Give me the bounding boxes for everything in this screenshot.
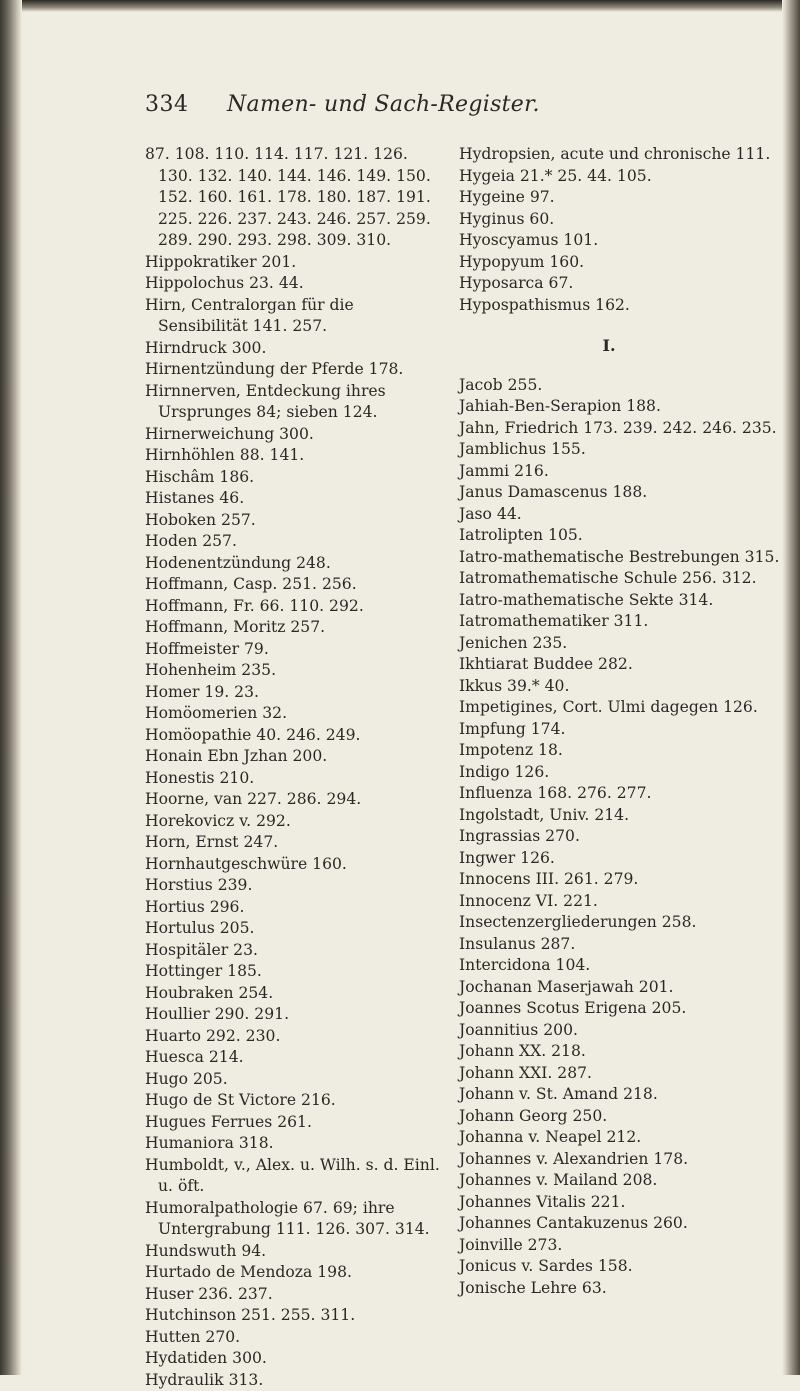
index-entry: Iatro-mathematische Sekte 314. [459,590,789,612]
index-entry: Iatromathematiker 311. [459,611,789,633]
index-entry: Johann XX. 218. [459,1041,789,1063]
index-entry: Hygeia 21.* 25. 44. 105. [459,166,789,188]
index-entry: Humoralpathologie 67. 69; ihre Untergrabung 111. 126. 307. 314. [145,1198,445,1241]
index-entry: Honestis 210. [145,768,445,790]
index-entry: Hoffmeister 79. [145,639,445,661]
index-entry: Humaniora 318. [145,1133,445,1155]
index-entry: Jacob 255. [459,375,789,397]
index-entry: Intercidona 104. [459,955,789,977]
index-entry: Hyposarca 67. [459,273,789,295]
index-entry: Hirnnerven, Entdeckung ihres Ursprunges 84; sieben 124. [145,381,445,424]
right-index-column [459,144,789,1299]
index-entry: Hirnerweichung 300. [145,424,445,446]
index-entry: Hospitäler 23. [145,940,445,962]
index-entry: Houbraken 254. [145,983,445,1005]
index-entry: Homöomerien 32. [145,703,445,725]
index-entry: Jochanan Maserjawah 201. [459,977,789,999]
index-entry: Impfung 174. [459,719,789,741]
index-entry: Huarto 292. 230. [145,1026,445,1048]
index-entry: Hundswuth 94. [145,1241,445,1263]
index-entry: Johannes Cantakuzenus 260. [459,1213,789,1235]
index-entry: Hornhautgeschwüre 160. [145,854,445,876]
page-number: 334 [145,92,189,117]
index-entry: Hoffmann, Casp. 251. 256. [145,574,445,596]
index-entry: Humboldt, v., Alex. u. Wilh. s. d. Einl. u. öft. [145,1155,445,1198]
index-entry: Hyoscyamus 101. [459,230,789,252]
section-letter-i: I. [459,335,759,357]
index-entry: Innocens III. 261. 279. [459,869,789,891]
index-entry: Horekovicz v. 292. [145,811,445,833]
index-entry: Iatrolipten 105. [459,525,789,547]
index-entry: Innocenz VI. 221. [459,891,789,913]
index-entry: Hirnhöhlen 88. 141. [145,445,445,467]
index-entry: Hugo 205. [145,1069,445,1091]
index-entry: Insectenzergliederungen 258. [459,912,789,934]
index-entry: Honain Ebn Jzhan 200. [145,746,445,768]
index-entry: Hortius 296. [145,897,445,919]
index-entry: Janus Damascenus 188. [459,482,789,504]
left-index-column [145,144,445,1391]
index-entry: Joannitius 200. [459,1020,789,1042]
index-entry: Jonische Lehre 63. [459,1278,789,1300]
index-entry: Joinville 273. [459,1235,789,1257]
index-entry: Impotenz 18. [459,740,789,762]
index-entry: Hoffmann, Moritz 257. [145,617,445,639]
index-entry: Johann XXI. 287. [459,1063,789,1085]
index-entry: Hirndruck 300. [145,338,445,360]
index-entry: 87. 108. 110. 114. 117. 121. 126. 130. 132. 140. 144. 146. 149. 150. 152. 160. 161. 178. 180. 187. 191. 225. 226. 237. 243. 246. 257. 259. 289. 290. 293. 298. 309. 310. [145,144,445,252]
index-entry: Hoorne, van 227. 286. 294. [145,789,445,811]
page-header [145,92,765,122]
index-entry: Homer 19. 23. [145,682,445,704]
index-entry: Ikhtiarat Buddee 282. [459,654,789,676]
index-entry: Hutchinson 251. 255. 311. [145,1305,445,1327]
index-entry: Insulanus 287. [459,934,789,956]
index-entry: Hirnentzündung der Pferde 178. [145,359,445,381]
index-entry: Ingolstadt, Univ. 214. [459,805,789,827]
index-entry: Hirn, Centralorgan für die Sensibilität 141. 257. [145,295,445,338]
index-entry: Hydraulik 313. [145,1370,445,1391]
index-entry: Ikkus 39.* 40. [459,676,789,698]
index-entry: Hoboken 257. [145,510,445,532]
index-entry: Ingrassias 270. [459,826,789,848]
index-entry: Indigo 126. [459,762,789,784]
index-entry: Jahn, Friedrich 173. 239. 242. 246. 235. [459,418,789,440]
index-entry: Ingwer 126. [459,848,789,870]
index-entry: Houllier 290. 291. [145,1004,445,1026]
index-entry: Hoden 257. [145,531,445,553]
index-entry: Hugues Ferrues 261. [145,1112,445,1134]
index-entry: Hippolochus 23. 44. [145,273,445,295]
index-entry: Hypopyum 160. [459,252,789,274]
index-entry: Hortulus 205. [145,918,445,940]
index-entry: Hurtado de Mendoza 198. [145,1262,445,1284]
right-column-h-entries [459,144,789,316]
index-entry: Huesca 214. [145,1047,445,1069]
index-entry: Homöopathie 40. 246. 249. [145,725,445,747]
index-entry: Hischâm 186. [145,467,445,489]
index-entry: Hugo de St Victore 216. [145,1090,445,1112]
running-title: Namen- und Sach-Register. [227,92,540,117]
index-entry: Histanes 46. [145,488,445,510]
index-entry: Johann Georg 250. [459,1106,789,1128]
index-entry: Joannes Scotus Erigena 205. [459,998,789,1020]
index-entry: Hutten 270. [145,1327,445,1349]
index-entry: Jaso 44. [459,504,789,526]
index-entry: Jamblichus 155. [459,439,789,461]
index-entry: Hottinger 185. [145,961,445,983]
index-entry: Huser 236. 237. [145,1284,445,1306]
right-column-i-entries [459,375,789,1300]
index-entry: Hydropsien, acute und chronische 111. [459,144,789,166]
index-entry: Horn, Ernst 247. [145,832,445,854]
index-entry: Jenichen 235. [459,633,789,655]
index-entry: Hygeine 97. [459,187,789,209]
index-entry: Johannes Vitalis 221. [459,1192,789,1214]
page-top-shadow [0,0,800,12]
index-entry: Hoffmann, Fr. 66. 110. 292. [145,596,445,618]
index-entry: Horstius 239. [145,875,445,897]
book-spine-shadow [0,0,22,1375]
index-entry: Jahiah-Ben-Serapion 188. [459,396,789,418]
index-entry: Hohenheim 235. [145,660,445,682]
index-entry: Hippokratiker 201. [145,252,445,274]
index-entry: Iatromathematische Schule 256. 312. [459,568,789,590]
index-entry: Influenza 168. 276. 277. [459,783,789,805]
index-entry: Jammi 216. [459,461,789,483]
index-entry: Hyginus 60. [459,209,789,231]
index-entry: Hodenentzündung 248. [145,553,445,575]
index-entry: Jonicus v. Sardes 158. [459,1256,789,1278]
index-entry: Johannes v. Alexandrien 178. [459,1149,789,1171]
index-entry: Impetigines, Cort. Ulmi dagegen 126. [459,697,789,719]
index-entry: Johannes v. Mailand 208. [459,1170,789,1192]
index-entry: Johanna v. Neapel 212. [459,1127,789,1149]
index-entry: Johann v. St. Amand 218. [459,1084,789,1106]
index-entry: Hypospathismus 162. [459,295,789,317]
index-entry: Iatro-mathematische Bestrebungen 315. [459,547,789,569]
index-entry: Hydatiden 300. [145,1348,445,1370]
